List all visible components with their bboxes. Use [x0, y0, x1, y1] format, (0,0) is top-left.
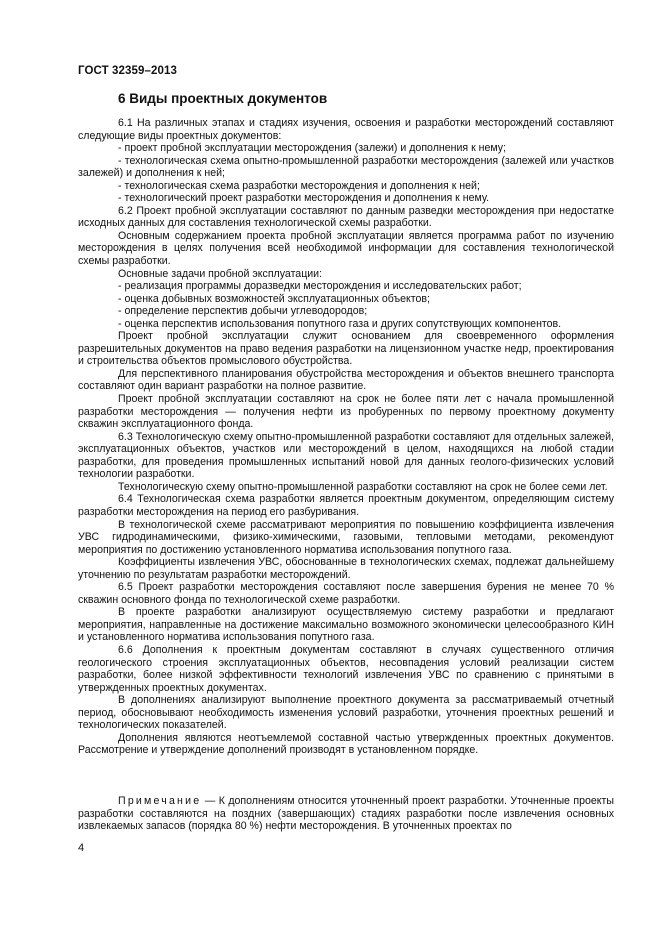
paragraph: В дополнениях анализируют выполнение проектного документа за рассматриваемый отчетный период, обосновывают необходимость изменения условий разработки, уточнения проектных решений и технологических показателей.	[78, 694, 614, 732]
paragraph: Основным содержанием проекта пробной эксплуатации является программа работ по изучению месторождения в целях получения всей необходимой информации для составления технологической схемы разработки.	[78, 229, 614, 268]
list-item: - технологическая схема разработки месторождения и дополнения к ней;	[118, 179, 480, 192]
paragraph: 6.1 На различных этапах и стадиях изучения, освоения и разработки месторождений составляют следующие виды проектных документов:	[78, 117, 614, 142]
note-paragraph	[78, 795, 614, 833]
paragraph: 6.4 Технологическая схема разработки является проектным документом, определяющим систему разработки месторождения на период его разбуривания.	[78, 493, 614, 518]
paragraph: 6.2 Проект пробной эксплуатации составляют по данным разведки месторождения при недостатке исходных данных для составления технологической схемы разработки.	[78, 204, 614, 230]
list-item: - определение перспектив добычи углеводородов;	[118, 305, 368, 318]
document-code: ГОСТ 32359–2013	[78, 65, 178, 77]
paragraph: 6.3 Технологическую схему опытно-промышленной разработки составляют для отдельных залежей, эксплуатационных объектов, участков или месторождений в целом, находящихся на любой стадии разработки, для проведения промышленных испытаний новой для данных геолого-физических условий технологии разработки.	[78, 430, 614, 481]
note-lead: Примечание	[118, 795, 202, 807]
list-item: - оценка добывных возможностей эксплуатационных объектов;	[118, 292, 430, 305]
paragraph: Дополнения являются неотъемлемой составной частью утвержденных проектных документов. Рассмотрение и утверждение дополнений производят в установленном порядке.	[78, 731, 614, 757]
page-number: 4	[78, 842, 85, 854]
paragraph: В проекте разработки анализируют осуществляемую систему разработки и предлагают мероприятия, направленные на достижение максимально возможного экономически целесообразного КИН и установленного норматива использования попутного газа.	[78, 606, 614, 644]
paragraph: В технологической схеме рассматривают мероприятия по повышению коэффициента извлечения УВС гидродинамическими, физико-химическими, газовыми, тепловыми методами, рекомендуют мероприятия по достижению установленного норматива использования попутного газа.	[78, 518, 614, 556]
paragraph: Проект пробной эксплуатации служит основанием для своевременного оформления разрешительных документов на право ведения разработки на лицензионном участке недр, проектирования и строительства объектов промыслового обустройства.	[78, 330, 614, 368]
paragraph: Для перспективного планирования обустройства месторождения и объектов внешнего транспорта составляют один вариант разработки на полное развитие.	[78, 367, 614, 393]
paragraph: 6.6 Дополнения к проектным документам составляют в случаях существенного отличия геологического строения эксплуатационных объектов, несовпадения условий реализации систем разработки, более низкой эффективности технологий извлечения УВС по сравнению с принятыми в утвержденных проектных документах.	[78, 643, 614, 694]
note-block	[78, 795, 614, 833]
section-title: 6 Виды проектных документов	[118, 91, 328, 106]
list-item: - оценка перспектив использования попутного газа и других сопутствующих компонентов.	[118, 317, 562, 330]
list-item: - проект пробной эксплуатации месторождения (залежи) и дополнения к нему;	[118, 142, 507, 155]
paragraph: Основные задачи пробной эксплуатации:	[118, 267, 323, 280]
list-item: - технологическая схема опытно-промышленной разработки месторождения (залежей или участков залежей) и дополнения к ней;	[78, 154, 614, 180]
paragraph: Коэффициенты извлечения УВС, обоснованные в технологических схемах, подлежат дальнейшему уточнению по результатам разработки месторождений.	[78, 556, 614, 581]
section-body	[78, 117, 614, 757]
paragraph: Проект пробной эксплуатации составляют на срок не более пяти лет с начала промышленной разработки месторождения — получения нефти из пробуренных по первому проектному документу скважин эксплуатационного фонда.	[78, 393, 614, 431]
list-item: - реализация программы доразведки месторождения и исследовательских работ;	[118, 280, 522, 293]
list-item: - технологический проект разработки месторождения и дополнения к нему.	[118, 192, 490, 205]
paragraph: 6.5 Проект разработки месторождения составляют после завершения бурения не менее 70 % скважин основного фонда по технологической схеме разработки.	[78, 581, 614, 606]
note-text: — К дополнениям относится уточненный проект разработки. Уточненные проекты разработки составляются на поздних (завершающих) стадиях разработки после извлечения основных извлекаемых запасов (порядка 80 %) нефти месторождения. В уточненных проектах по	[78, 795, 614, 833]
paragraph: Технологическую схему опытно-промышленной разработки составляют на срок не более семи лет.	[118, 480, 608, 493]
